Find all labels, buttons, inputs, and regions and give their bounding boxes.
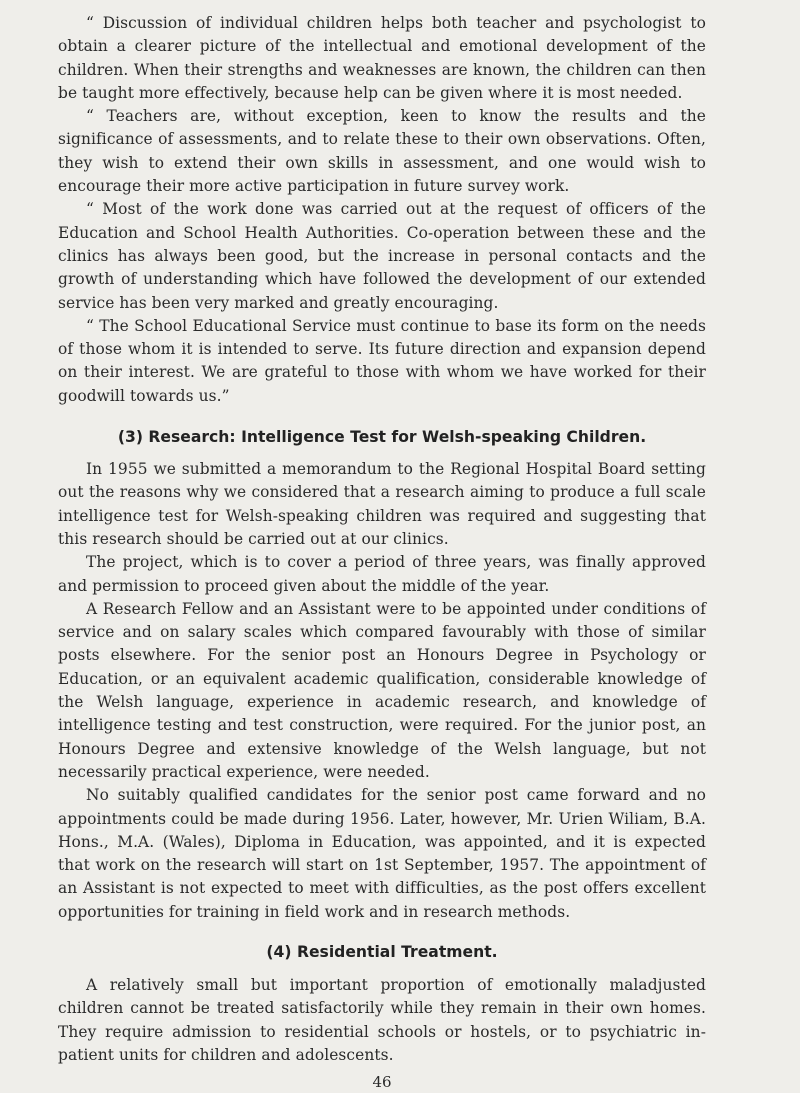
residential-paragraph-1: A relatively small but important proportion of emotionally maladjusted children cannot be treated satisfactorily while they remain in their own homes. They require admission to residential schools or hostels, or to psychiatric in-patient units for children and adolescents. xyxy=(58,975,706,1064)
section-heading-research: (3) Research: Intelligence Test for Welsh-speaking Children. xyxy=(117,428,647,447)
quote-paragraph-4: “ The School Educational Service must continue to base its form on the needs of those whom it is intended to serve. Its future direction and expansion depend on their interest. We are grateful to those with whom we have worked for their goodwill towards us.” xyxy=(58,316,706,405)
quote-paragraph-1: “ Discussion of individual children helps both teacher and psychologist to obtain a clearer picture of the intellectual and emotional development of the children. When their strengths and weaknesses are known, the children can then be taught more effectively, because help can be given where it is most needed. xyxy=(58,14,706,102)
research-paragraph-4: No suitably qualified candidates for the senior post came forward and no appointments could be made during 1956. Later, however, Mr. Urien Wiliam, B.A. Hons., M.A. (Wales), Diploma in Education, was appointed, and it is expected that work on the research will start on 1st September, 1957. The appointment of an Assistant is not expected to meet with difficulties, as the post offers excellent opportunities for training in field work and in research methods. xyxy=(58,786,706,921)
quote-paragraph-3: “ Most of the work done was carried out at the request of officers of the Education and School Health Authorities. Co-operation between these and the clinics has always been good, but the increase in personal contacts and the growth of understanding which have followed the development of our extended service has been very marked and greatly encouraging. xyxy=(58,200,706,312)
research-paragraph-3: A Research Fellow and an Assistant were to be appointed under conditions of service and on salary scales which compared favourably with those of similar posts elsewhere. For the senior post an Honours Degree in Psychology or Education, or an equivalent academic qualification, considerable knowledge of the Welsh language, experience in academic research, and knowledge of intelligence testing and test construction, were required. For the junior post, an Honours Degree and extensive knowledge of the Welsh language, but not necessarily practical experience, were needed. xyxy=(58,599,706,781)
research-paragraph-2: The project, which is to cover a period of three years, was finally approved and permission to proceed given about the middle of the year. xyxy=(58,553,706,595)
page-number: 46 xyxy=(372,1073,392,1092)
research-paragraph-1: In 1955 we submitted a memorandum to the Regional Hospital Board setting out the reasons why we considered that a research aiming to produce a full scale intelligence test for Welsh-speaking children was required and suggesting that this research should be carried out at our clinics. xyxy=(58,460,706,548)
quote-paragraph-2: “ Teachers are, without exception, keen to know the results and the significance of assessments, and to relate these to their own observations. Often, they wish to extend their own skills in assessment, and one would wish to encourage their more active participation in future survey work. xyxy=(58,107,706,196)
section-heading-residential: (4) Residential Treatment. xyxy=(266,942,498,961)
